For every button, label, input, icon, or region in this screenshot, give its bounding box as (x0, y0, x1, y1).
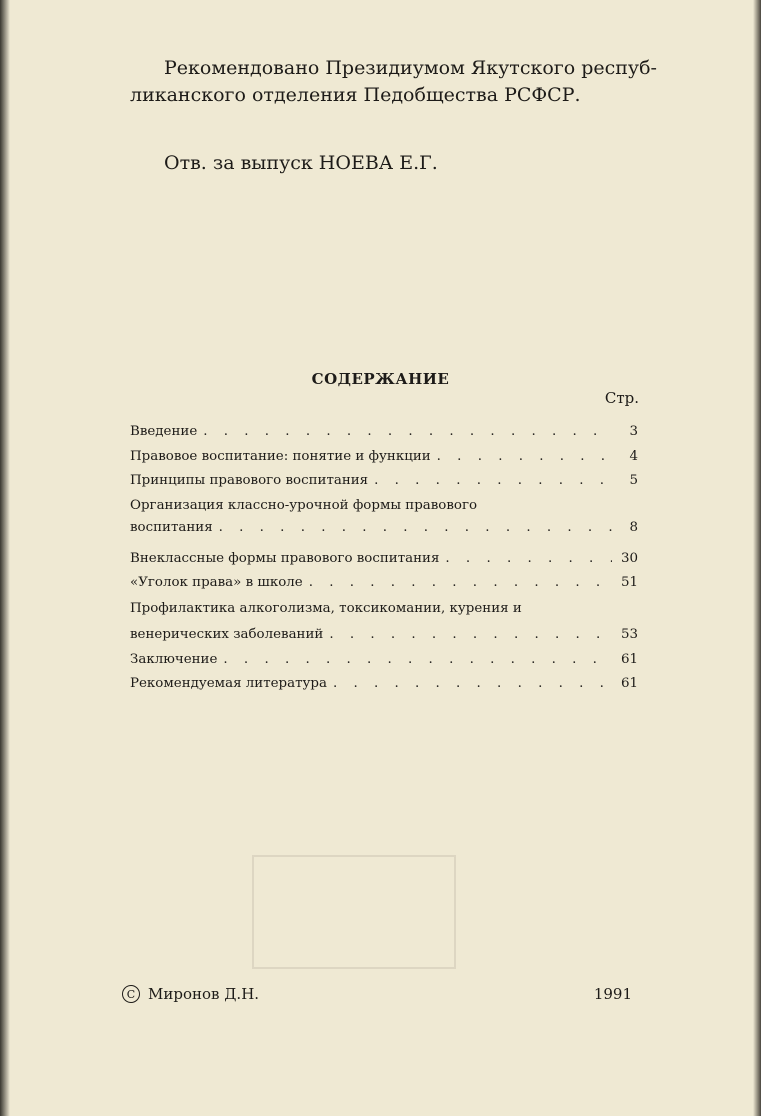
toc-page-header: Стр. (604, 389, 639, 407)
toc-leader-dots (309, 571, 612, 595)
toc-entry-page: 3 (629, 424, 638, 439)
toc-entry-title: воспитания (130, 519, 213, 535)
toc-entry-page: 8 (629, 519, 638, 535)
toc-entry-page: 4 (629, 448, 638, 464)
toc-leader-dots (374, 469, 612, 493)
responsible-editor: Отв. за выпуск НОЕВА Е.Г. (164, 152, 438, 174)
toc-leader-dots (203, 420, 612, 444)
toc-leader-dots (219, 517, 612, 539)
toc-leader-dots (223, 648, 612, 672)
toc-entry-title: Внеклассные формы правового воспитания (130, 550, 440, 566)
toc-leader-dots (333, 672, 612, 696)
toc-entry-title: Принципы правового воспитания (130, 473, 369, 488)
page-right-edge (753, 0, 761, 1116)
toc-entry-title: Введение (130, 424, 198, 439)
toc-entry (130, 672, 638, 697)
toc-entry (130, 571, 638, 596)
toc-leader-dots (445, 547, 612, 571)
author-name: Миронов Д.Н. (148, 985, 260, 1003)
copyright-icon: C (122, 985, 140, 1003)
toc-entry-title: Правовое воспитание: понятие и функции (130, 448, 431, 464)
toc-entry (130, 445, 638, 470)
toc-entry-title: Рекомендуемая литература (130, 676, 327, 691)
toc-entry-title: венерических заболеваний (130, 626, 324, 642)
toc-leader-dots (437, 445, 612, 469)
toc-entry-title-line-1: Профилактика алкоголизма, токсикомании, курения и (130, 600, 522, 616)
toc-title: СОДЕРЖАНИЕ (311, 370, 450, 388)
toc-entry (130, 495, 638, 543)
toc-entry-title-line-1: Организация классно-урочной формы правового (130, 497, 478, 513)
recommendation-line-1: Рекомендовано Президиумом Якутского респуб- (164, 57, 657, 79)
toc-entry (130, 469, 638, 494)
toc-entry-page: 30 (620, 550, 638, 566)
toc-entry-page: 53 (620, 626, 638, 642)
recommendation-text (130, 55, 657, 109)
toc-entry (130, 547, 638, 572)
toc-entry-page: 61 (620, 651, 638, 667)
toc-entry (130, 648, 638, 673)
toc-entry-page: 5 (629, 473, 638, 488)
table-of-contents (130, 420, 638, 697)
recommendation-line-2: ликанского отделения Педобщества РСФСР. (130, 84, 581, 106)
page-left-edge (0, 0, 10, 1116)
toc-entry-page: 61 (620, 676, 638, 691)
toc-leader-dots (329, 622, 612, 648)
toc-entry-title: «Уголок права» в школе (130, 575, 303, 590)
toc-entry-page: 51 (620, 575, 638, 590)
copyright (122, 985, 259, 1003)
toc-entry (130, 420, 638, 445)
toc-entry-title: Заключение (130, 651, 218, 667)
publication-year: 1991 (593, 985, 632, 1003)
library-stamp-faint (252, 855, 456, 969)
toc-entry (130, 596, 638, 648)
